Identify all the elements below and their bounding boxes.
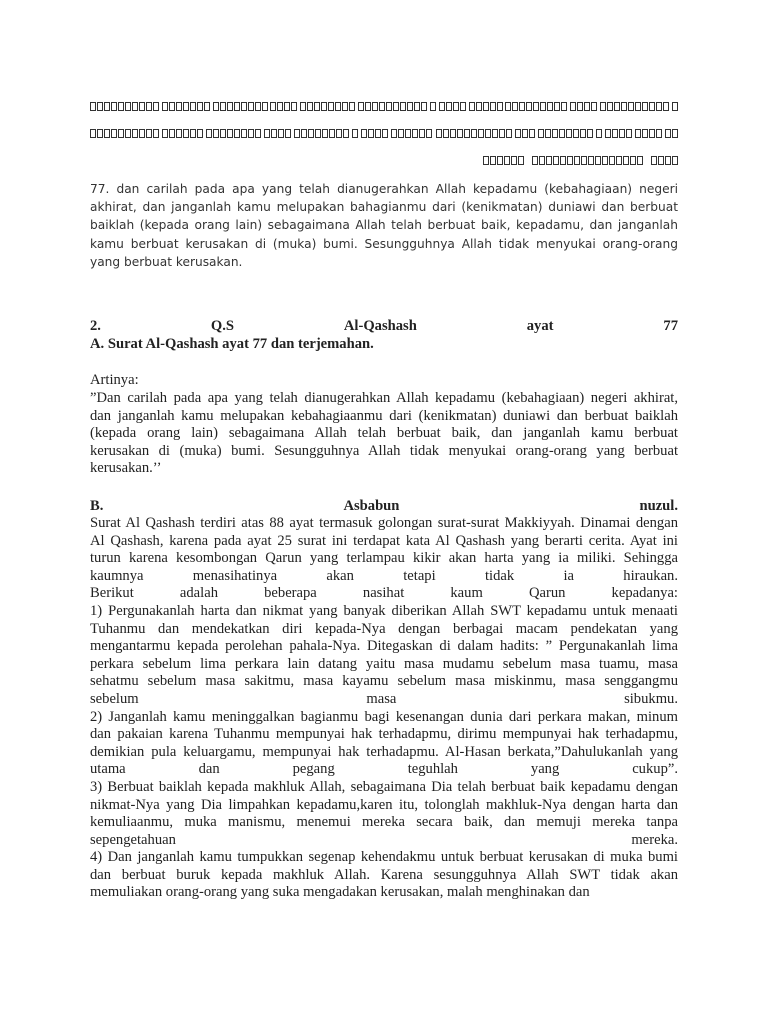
- text-line: akhirat, dan janganlah kamu melupakan bahagianmu dari (kenikmatan) duniawi dan berbuat: [90, 200, 678, 215]
- missing-glyph-box: [665, 156, 671, 165]
- missing-glyph-box: [358, 102, 364, 111]
- missing-glyph-box: [506, 129, 512, 138]
- missing-glyph-box: [176, 102, 182, 111]
- missing-glyph-box: [220, 102, 226, 111]
- text-line: mengantarmu kepada perolehan pahala-Nya. Ditegaskan di dalam hadits: ” Pergunakanlah lima: [90, 638, 678, 655]
- missing-glyph-box: [511, 156, 517, 165]
- section-heading-2: [90, 318, 678, 336]
- missing-glyph-box: [538, 129, 544, 138]
- missing-glyph-box: [361, 129, 367, 138]
- missing-glyph-box: [504, 156, 510, 165]
- missing-glyph-box: [672, 102, 678, 111]
- missing-glyph-box: [336, 129, 342, 138]
- missing-glyph-box: [285, 129, 291, 138]
- missing-glyph-box: [600, 102, 606, 111]
- missing-glyph-box: [446, 102, 452, 111]
- asbabun-nuzul-body: [90, 515, 678, 902]
- heading-word: B.: [90, 498, 104, 514]
- missing-glyph-box: [90, 129, 96, 138]
- missing-glyph-box: [560, 156, 566, 165]
- missing-glyph-box: [132, 102, 138, 111]
- missing-glyph-box: [153, 102, 159, 111]
- missing-glyph-box: [605, 129, 611, 138]
- missing-glyph-box: [271, 129, 277, 138]
- missing-glyph-box: [264, 129, 270, 138]
- arabic-word: [264, 129, 291, 138]
- missing-glyph-box: [414, 102, 420, 111]
- missing-glyph-box: [153, 129, 159, 138]
- text-line: baiklah (kepada orang lain) sebagaimana Allah telah berbuat baik, kepadamu, dan janganlah: [90, 218, 678, 233]
- missing-glyph-box: [365, 102, 371, 111]
- missing-glyph-box: [426, 129, 432, 138]
- text-line: dan janganlah kamu melupakan kebahagiaanmu dari (kenikmatan) duniawi dan berbuat baiklah: [90, 407, 678, 424]
- text-line: Tuhanmu dan mendekatkan diri kepada-Nya dengan berbagai macam pendekatan yang: [90, 620, 678, 637]
- missing-glyph-box: [104, 129, 110, 138]
- missing-glyph-box: [111, 129, 117, 138]
- missing-glyph-box: [663, 102, 669, 111]
- missing-glyph-box: [609, 156, 615, 165]
- missing-glyph-box: [349, 102, 355, 111]
- text-line: dan pakaian karena Tuhanmu mempunyai hak terhadapmu, dirimu mempunyai hak terhadapmu,: [90, 726, 678, 743]
- missing-glyph-box: [368, 129, 374, 138]
- arabic-word: [469, 102, 503, 111]
- missing-glyph-box: [139, 102, 145, 111]
- missing-glyph-box: [308, 129, 314, 138]
- missing-glyph-box: [342, 102, 348, 111]
- arabic-word: [483, 156, 524, 165]
- missing-glyph-box: [574, 156, 580, 165]
- missing-glyph-box: [584, 102, 590, 111]
- arabic-word: [439, 102, 466, 111]
- text-line: 77. dan carilah pada apa yang telah dianugerahkan Allah kepadamu (kebahagiaan) negeri: [90, 182, 678, 196]
- missing-glyph-box: [301, 129, 307, 138]
- missing-glyph-box: [658, 156, 664, 165]
- missing-glyph-box: [90, 102, 96, 111]
- text-line: 2) Janganlah kamu meninggalkan bagianmu bagi kesenangan dunia dari perkara makan, minum: [90, 708, 678, 725]
- section-heading-a: A. Surat Al-Qashash ayat 77 dan terjemahan.: [90, 336, 374, 352]
- arabic-line: [90, 93, 678, 120]
- missing-glyph-box: [505, 102, 511, 111]
- missing-glyph-box: [118, 102, 124, 111]
- missing-glyph-box: [398, 129, 404, 138]
- missing-glyph-box: [227, 102, 233, 111]
- arabic-word: [270, 102, 297, 111]
- arabic-word: [570, 102, 597, 111]
- missing-glyph-box: [546, 156, 552, 165]
- text-line: 3) Berbuat baiklah kepada makhluk Allah, sebagaimana Dia telah berbuat baik kepadamu dengan: [90, 778, 678, 795]
- text-line: memuliakan orang-orang yang suka mengadakan kerusakan, malah menghinakan dan: [90, 884, 590, 901]
- missing-glyph-box: [588, 156, 594, 165]
- arabic-word: [532, 156, 643, 165]
- section-heading-b: [90, 498, 678, 516]
- missing-glyph-box: [547, 102, 553, 111]
- missing-glyph-box: [619, 129, 625, 138]
- text-line: kerusakan di (muka) bumi. Sesungguhnya Allah tidak menyukai orang-orang yang berbuat: [90, 442, 678, 459]
- text-line: demikian pula keluargamu, mempunyai hak terhadapmu. Al-Hasan berkata,”Dahulukanlah yang: [90, 743, 678, 760]
- text-line: Surat Al Qashash terdiri atas 88 ayat termasuk golongan surat-surat Makkiyyah. Dinamai dengan: [90, 515, 678, 531]
- heading-word: 77: [663, 318, 678, 334]
- missing-glyph-box: [443, 129, 449, 138]
- text-line: sehatmu sebelum masa sakitmu, masa kayamu sebelum masa miskinmu, masa senggangmu: [90, 673, 678, 690]
- artinya-paragraph: [90, 390, 678, 478]
- missing-glyph-box: [483, 156, 489, 165]
- missing-glyph-box: [483, 102, 489, 111]
- missing-glyph-box: [623, 156, 629, 165]
- missing-glyph-box: [248, 102, 254, 111]
- missing-glyph-box: [519, 102, 525, 111]
- missing-glyph-box: [469, 102, 475, 111]
- arabic-word: [515, 129, 535, 138]
- missing-glyph-box: [485, 129, 491, 138]
- missing-glyph-box: [635, 129, 641, 138]
- missing-glyph-box: [612, 129, 618, 138]
- missing-glyph-box: [382, 129, 388, 138]
- arabic-verse: [90, 93, 678, 174]
- missing-glyph-box: [460, 102, 466, 111]
- missing-glyph-box: [580, 129, 586, 138]
- missing-glyph-box: [642, 129, 648, 138]
- missing-glyph-box: [300, 102, 306, 111]
- arabic-word: [162, 129, 203, 138]
- missing-glyph-box: [421, 102, 427, 111]
- missing-glyph-box: [183, 102, 189, 111]
- missing-glyph-box: [570, 102, 576, 111]
- missing-glyph-box: [554, 102, 560, 111]
- heading-word: ayat: [526, 318, 554, 334]
- missing-glyph-box: [125, 102, 131, 111]
- missing-glyph-box: [169, 129, 175, 138]
- missing-glyph-box: [183, 129, 189, 138]
- heading-word: Al-Qashash: [343, 318, 417, 334]
- missing-glyph-box: [412, 129, 418, 138]
- missing-glyph-box: [533, 102, 539, 111]
- text-line: 1) Pergunakanlah harta dan nikmat yang banyak diberikan Allah SWT kepadamu untuk menaati: [90, 602, 678, 619]
- missing-glyph-box: [539, 156, 545, 165]
- missing-glyph-box: [162, 102, 168, 111]
- missing-glyph-box: [294, 129, 300, 138]
- missing-glyph-box: [197, 129, 203, 138]
- missing-glyph-box: [545, 129, 551, 138]
- missing-glyph-box: [607, 102, 613, 111]
- arabic-word: [391, 129, 432, 138]
- missing-glyph-box: [284, 102, 290, 111]
- missing-glyph-box: [322, 129, 328, 138]
- missing-glyph-box: [595, 156, 601, 165]
- missing-glyph-box: [457, 129, 463, 138]
- text-line: sebelum masa sibukmu.: [90, 690, 678, 707]
- arabic-word: [505, 102, 567, 111]
- missing-glyph-box: [197, 102, 203, 111]
- heading-word: Q.S: [210, 318, 234, 334]
- text-line: turun karena kesombongan Qarun yang terlampau kikir akan harta yang ia miliki. Sehingga: [90, 550, 678, 567]
- missing-glyph-box: [665, 129, 671, 138]
- arabic-word: [651, 156, 678, 165]
- missing-glyph-box: [220, 129, 226, 138]
- text-line: Al Qashash, karena pada ayat 25 surat ini terdapat kata Al Qashash yang berarti cerita. Ayat ini: [90, 532, 678, 549]
- missing-glyph-box: [621, 102, 627, 111]
- missing-glyph-box: [490, 102, 496, 111]
- arabic-word: [635, 129, 662, 138]
- missing-glyph-box: [587, 129, 593, 138]
- missing-glyph-box: [439, 102, 445, 111]
- missing-glyph-box: [386, 102, 392, 111]
- arabic-word: [361, 129, 388, 138]
- missing-glyph-box: [637, 156, 643, 165]
- arabic-word: [294, 129, 349, 138]
- missing-glyph-box: [614, 102, 620, 111]
- missing-glyph-box: [532, 156, 538, 165]
- heading-word: nuzul.: [639, 498, 678, 514]
- translation-paragraph: [90, 180, 678, 271]
- arabic-word: [672, 102, 678, 111]
- missing-glyph-box: [522, 129, 528, 138]
- missing-glyph-box: [391, 129, 397, 138]
- missing-glyph-box: [241, 129, 247, 138]
- missing-glyph-box: [352, 129, 358, 138]
- missing-glyph-box: [561, 102, 567, 111]
- missing-glyph-box: [204, 102, 210, 111]
- missing-glyph-box: [478, 129, 484, 138]
- missing-glyph-box: [430, 102, 436, 111]
- text-line: dan berbuat buruk kepada makhluk Allah. Karena sesungguhnya Allah SWT tidak akan: [90, 866, 678, 883]
- text-line: nikmat-Nya yang Dia limpahkan kepadamu,karen itu, tolonglah makhluk-Nya dengan harta dan: [90, 796, 678, 813]
- missing-glyph-box: [464, 129, 470, 138]
- missing-glyph-box: [649, 129, 655, 138]
- missing-glyph-box: [512, 102, 518, 111]
- missing-glyph-box: [596, 129, 602, 138]
- missing-glyph-box: [213, 129, 219, 138]
- missing-glyph-box: [307, 102, 313, 111]
- missing-glyph-box: [497, 102, 503, 111]
- missing-glyph-box: [471, 129, 477, 138]
- missing-glyph-box: [104, 102, 110, 111]
- missing-glyph-box: [277, 102, 283, 111]
- missing-glyph-box: [540, 102, 546, 111]
- missing-glyph-box: [111, 102, 117, 111]
- arabic-word: [600, 102, 669, 111]
- missing-glyph-box: [672, 129, 678, 138]
- missing-glyph-box: [559, 129, 565, 138]
- missing-glyph-box: [255, 102, 261, 111]
- missing-glyph-box: [407, 102, 413, 111]
- missing-glyph-box: [190, 102, 196, 111]
- missing-glyph-box: [227, 129, 233, 138]
- missing-glyph-box: [328, 102, 334, 111]
- text-line: ”Dan carilah pada apa yang telah dianugerahkan Allah kepadamu (kebahagiaan) negeri akhirat,: [90, 390, 678, 406]
- missing-glyph-box: [162, 129, 168, 138]
- missing-glyph-box: [118, 129, 124, 138]
- text-line: perkara sebelum lima perkara lain datang yaitu masa mudamu sebelum masa tuamu, masa: [90, 655, 678, 672]
- missing-glyph-box: [515, 129, 521, 138]
- missing-glyph-box: [213, 102, 219, 111]
- missing-glyph-box: [270, 102, 276, 111]
- missing-glyph-box: [372, 102, 378, 111]
- missing-glyph-box: [672, 156, 678, 165]
- missing-glyph-box: [291, 102, 297, 111]
- arabic-word: [538, 129, 593, 138]
- missing-glyph-box: [315, 129, 321, 138]
- missing-glyph-box: [499, 129, 505, 138]
- missing-glyph-box: [635, 102, 641, 111]
- text-line: utama dan pegang teguhlah yang cukup”.: [90, 761, 678, 778]
- heading-word: 2.: [90, 318, 101, 334]
- text-line: yang berbuat kerusakan.: [90, 254, 243, 269]
- missing-glyph-box: [329, 129, 335, 138]
- missing-glyph-box: [602, 156, 608, 165]
- missing-glyph-box: [656, 129, 662, 138]
- missing-glyph-box: [518, 156, 524, 165]
- missing-glyph-box: [405, 129, 411, 138]
- missing-glyph-box: [573, 129, 579, 138]
- arabic-word: [596, 129, 602, 138]
- missing-glyph-box: [278, 129, 284, 138]
- missing-glyph-box: [139, 129, 145, 138]
- arabic-line: [90, 147, 678, 174]
- missing-glyph-box: [628, 102, 634, 111]
- missing-glyph-box: [146, 102, 152, 111]
- missing-glyph-box: [453, 102, 459, 111]
- text-line: kemuliaanmu, muka manismu, menemui mereka secara baik, dan memuji mereka tanpa: [90, 814, 678, 831]
- missing-glyph-box: [234, 129, 240, 138]
- missing-glyph-box: [97, 102, 103, 111]
- text-line: sepengetahuan mereka.: [90, 831, 678, 848]
- missing-glyph-box: [529, 129, 535, 138]
- missing-glyph-box: [176, 129, 182, 138]
- missing-glyph-box: [616, 156, 622, 165]
- missing-glyph-box: [241, 102, 247, 111]
- arabic-word: [213, 102, 268, 111]
- missing-glyph-box: [314, 102, 320, 111]
- missing-glyph-box: [206, 129, 212, 138]
- missing-glyph-box: [132, 129, 138, 138]
- missing-glyph-box: [419, 129, 425, 138]
- missing-glyph-box: [321, 102, 327, 111]
- arabic-line: [90, 120, 678, 147]
- missing-glyph-box: [169, 102, 175, 111]
- text-line: kaumnya menasihatinya akan tetapi tidak ia hiraukan.: [90, 567, 678, 584]
- missing-glyph-box: [393, 102, 399, 111]
- missing-glyph-box: [656, 102, 662, 111]
- missing-glyph-box: [490, 156, 496, 165]
- missing-glyph-box: [450, 129, 456, 138]
- missing-glyph-box: [591, 102, 597, 111]
- missing-glyph-box: [649, 102, 655, 111]
- missing-glyph-box: [400, 102, 406, 111]
- text-line: kerusakan.’’: [90, 460, 162, 477]
- missing-glyph-box: [630, 156, 636, 165]
- missing-glyph-box: [234, 102, 240, 111]
- missing-glyph-box: [553, 156, 559, 165]
- missing-glyph-box: [526, 102, 532, 111]
- missing-glyph-box: [552, 129, 558, 138]
- arabic-word: [352, 129, 358, 138]
- missing-glyph-box: [248, 129, 254, 138]
- text-line: Berikut adalah beberapa nasihat kaum Qarun kepadanya:: [90, 585, 678, 602]
- arabic-word: [358, 102, 427, 111]
- missing-glyph-box: [125, 129, 131, 138]
- missing-glyph-box: [343, 129, 349, 138]
- missing-glyph-box: [476, 102, 482, 111]
- missing-glyph-box: [577, 102, 583, 111]
- missing-glyph-box: [375, 129, 381, 138]
- artinya-label: Artinya:: [90, 372, 139, 388]
- text-line: (kepada orang lain) sebagaimana Allah telah berbuat baik, dan janganlah kamu berbuat: [90, 425, 678, 442]
- heading-word: Asbabun: [343, 498, 400, 514]
- missing-glyph-box: [97, 129, 103, 138]
- missing-glyph-box: [146, 129, 152, 138]
- missing-glyph-box: [190, 129, 196, 138]
- arabic-word: [605, 129, 632, 138]
- missing-glyph-box: [567, 156, 573, 165]
- arabic-word: [90, 129, 159, 138]
- missing-glyph-box: [335, 102, 341, 111]
- missing-glyph-box: [626, 129, 632, 138]
- missing-glyph-box: [651, 156, 657, 165]
- arabic-word: [300, 102, 355, 111]
- arabic-word: [206, 129, 261, 138]
- text-line: 4) Dan janganlah kamu tumpukkan segenap kehendakmu untuk berbuat kerusakan di muka bumi: [90, 849, 678, 866]
- arabic-word: [90, 102, 159, 111]
- missing-glyph-box: [497, 156, 503, 165]
- missing-glyph-box: [436, 129, 442, 138]
- missing-glyph-box: [642, 102, 648, 111]
- arabic-word: [436, 129, 512, 138]
- missing-glyph-box: [566, 129, 572, 138]
- text-line: kamu berbuat kerusakan di (muka) bumi. Sesungguhnya Allah tidak menyukai orang-orang: [90, 236, 678, 251]
- arabic-word: [430, 102, 436, 111]
- missing-glyph-box: [581, 156, 587, 165]
- missing-glyph-box: [492, 129, 498, 138]
- missing-glyph-box: [379, 102, 385, 111]
- arabic-word: [162, 102, 210, 111]
- arabic-word: [665, 129, 678, 138]
- missing-glyph-box: [262, 102, 268, 111]
- missing-glyph-box: [255, 129, 261, 138]
